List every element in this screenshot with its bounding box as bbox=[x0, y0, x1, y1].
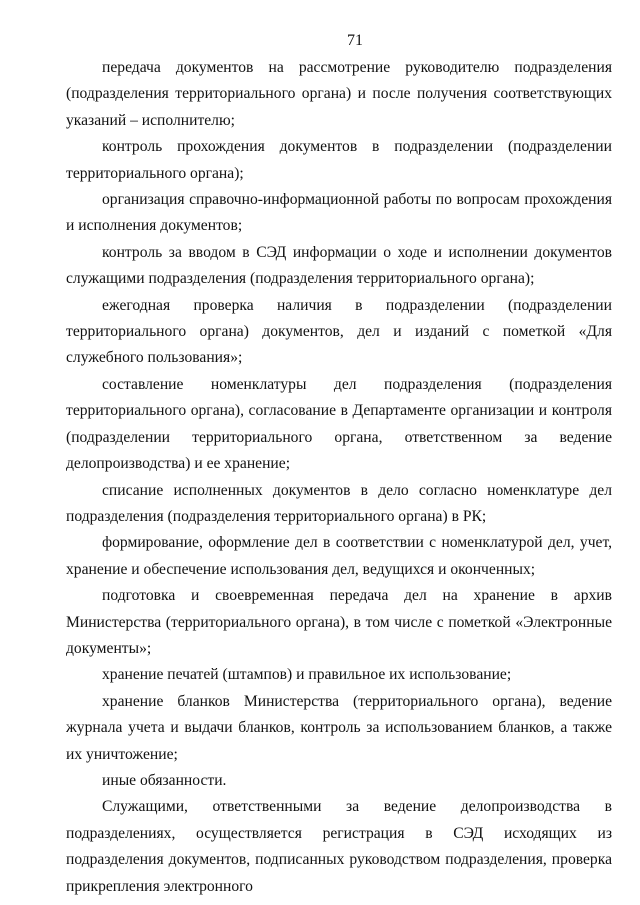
paragraph: формирование, оформление дел в соответствии с номенклатурой дел, учет, хранение и обеспечение использования дел, ведущихся и оконченных; bbox=[66, 534, 612, 578]
paragraph: ежегодная проверка наличия в подразделении (подразделении территориального органа) документов, дел и изданий с пометкой «Для служебного пользования»; bbox=[66, 296, 612, 367]
paragraph: подготовка и своевременная передача дел на хранение в архив Министерства (территориального органа), в том числе с пометкой «Электронные документы»; bbox=[66, 587, 612, 657]
paragraph: хранение бланков Министерства (территориального органа), ведение журнала учета и выдачи бланков, контроль за использованием бланков, а также их уничтожение; bbox=[66, 692, 612, 763]
paragraph: организация справочно-информационной работы по вопросам прохождения и исполнения документов; bbox=[66, 191, 612, 235]
paragraph: контроль за вводом в СЭД информации о ходе и исполнении документов служащими подразделения (подразделения территориального органа); bbox=[66, 243, 612, 288]
paragraph: составление номенклатуры дел подразделения (подразделения территориального органа), согласование в Департаменте организации и контроля (подразделении территориального органа, ответственном за ведение делопроизводства) и ее хранение; bbox=[66, 375, 612, 473]
paragraph: Служащими, ответственными за ведение делопроизводства в подразделениях, осуществляется регистрация в СЭД исходящих из подразделения документов, подписанных руководством подразделения, проверка прикрепления электронного bbox=[66, 798, 612, 895]
paragraph: иные обязанности. bbox=[102, 771, 227, 789]
paragraph: хранение печатей (штампов) и правильное их использование; bbox=[102, 666, 512, 684]
paragraph: списание исполненных документов в дело согласно номенклатуре дел подразделения (подразделения территориального органа) в РК; bbox=[66, 481, 612, 525]
page-number: 71 bbox=[347, 32, 363, 49]
document-body bbox=[66, 55, 612, 900]
paragraph: контроль прохождения документов в подразделении (подразделении территориального органа); bbox=[66, 138, 612, 182]
paragraph: передача документов на рассмотрение руководителю подразделения (подразделения территориального органа) и после получения соответствующих указаний – исполнителю; bbox=[66, 59, 612, 129]
